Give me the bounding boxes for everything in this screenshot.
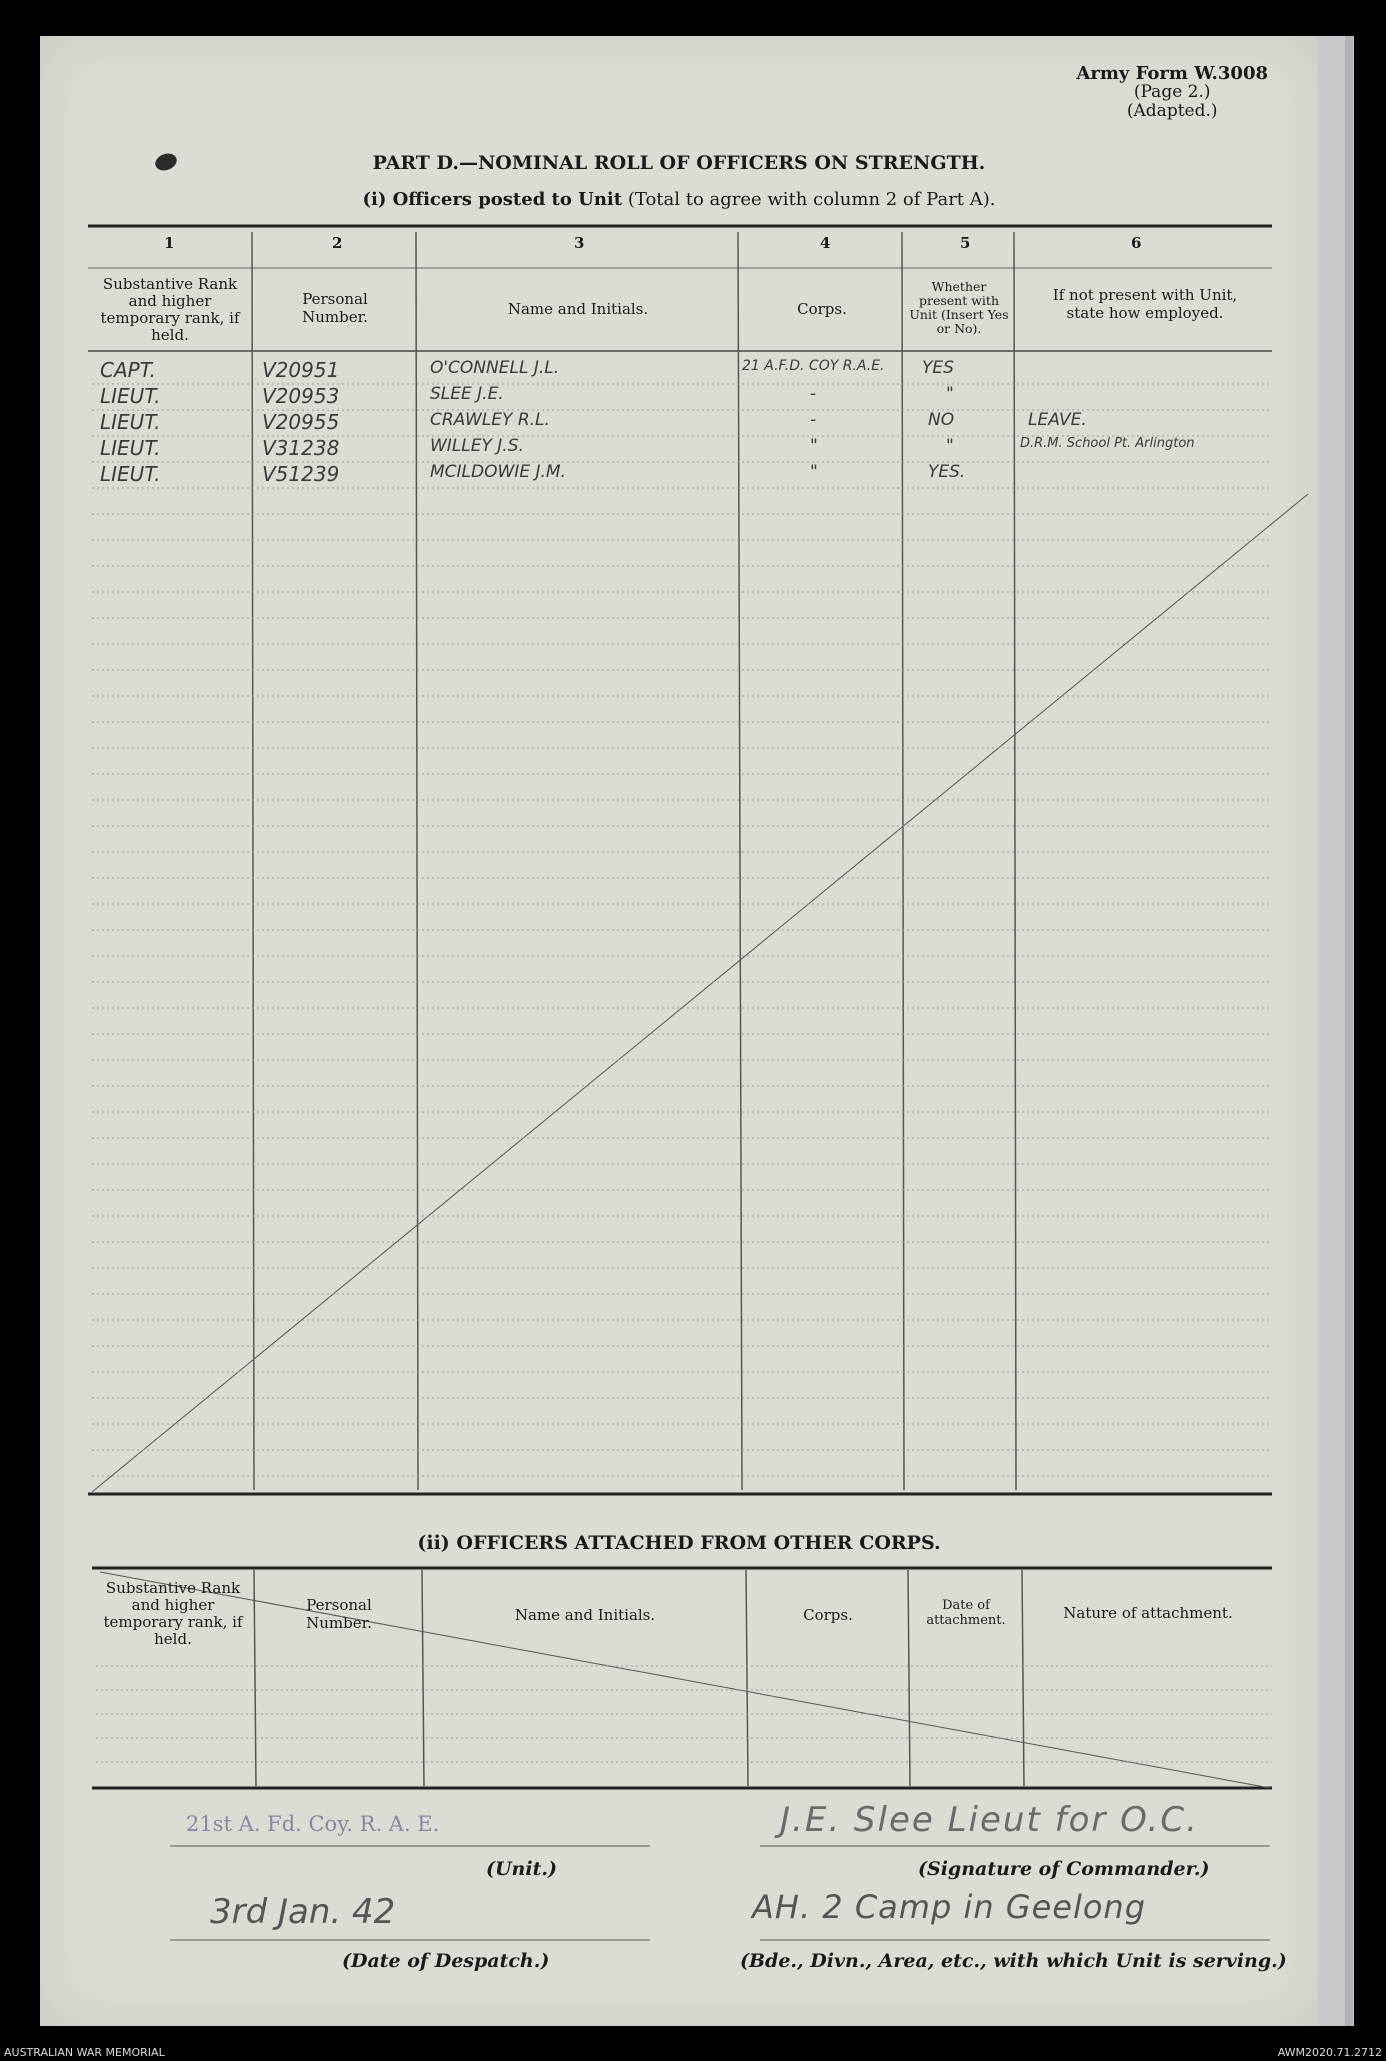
- date-label: (Date of Despatch.): [342, 1950, 550, 1972]
- entry-rank: CAPT.: [100, 358, 156, 382]
- col-number-5: 5: [960, 234, 971, 252]
- entry-present: NO: [928, 410, 955, 430]
- entry-corps: ": [810, 436, 818, 456]
- attached-header-nature: Nature of attachment.: [1063, 1604, 1233, 1622]
- entry-name: SLEE J.E.: [430, 384, 504, 404]
- attached-header-name: Name and Initials.: [514, 1606, 656, 1624]
- entry-number: V20953: [262, 384, 340, 408]
- col-number-4: 4: [820, 234, 831, 252]
- entry-number: V51239: [262, 462, 340, 486]
- col-number-3: 3: [574, 234, 585, 252]
- entry-number: V31238: [262, 436, 340, 460]
- entry-corps: -: [810, 384, 817, 404]
- section-i-title-bold: (i) Officers posted to Unit: [362, 189, 623, 210]
- entry-number: V20955: [262, 410, 340, 434]
- area-handwriting: AH. 2 Camp in Geelong: [752, 1888, 1147, 1926]
- entry-row: [40, 462, 1318, 488]
- entry-name: O'CONNELL J.L.: [430, 358, 560, 378]
- entry-present: ": [946, 384, 954, 404]
- col-number-2: 2: [332, 234, 343, 252]
- entry-name: WILLEY J.S.: [430, 436, 524, 456]
- col-number-6: 6: [1131, 234, 1142, 252]
- entry-row: [40, 384, 1318, 410]
- unit-stamp: 21st A. Fd. Coy. R. A. E.: [186, 1812, 440, 1836]
- entry-present: ": [946, 436, 954, 456]
- credit-right: AWM2020.71.2712: [1277, 2046, 1382, 2059]
- entry-row: [40, 436, 1330, 462]
- column-numbers: [88, 234, 1272, 264]
- header-employed: If not present with Unit, state how employed.: [1052, 286, 1238, 322]
- entry-present: YES.: [928, 462, 966, 482]
- entry-employed: LEAVE.: [1028, 410, 1087, 430]
- entry-row: [40, 358, 1318, 384]
- entry-rank: LIEUT.: [100, 384, 161, 408]
- section-i-title-rest: (Total to agree with column 2 of Part A).: [627, 189, 996, 210]
- entry-name: CRAWLEY R.L.: [430, 410, 550, 430]
- form-number: Army Form W.3008: [1076, 63, 1268, 84]
- form-page: [40, 36, 1318, 2026]
- commander-signature: J.E. Slee Lieut for O.C.: [780, 1800, 1199, 1840]
- header-present: Whether present with Unit (Insert Yes or No).: [909, 279, 1009, 336]
- entry-row: [40, 410, 1318, 436]
- entry-name: MCILDOWIE J.M.: [430, 462, 566, 482]
- part-title: PART D.—NOMINAL ROLL OF OFFICERS ON STRENGTH.: [372, 152, 986, 174]
- attached-header-rank: Substantive Rank and higher temporary rank, if held.: [103, 1579, 243, 1648]
- entry-corps: -: [810, 410, 817, 430]
- despatch-date: 3rd Jan. 42: [210, 1892, 396, 1932]
- entry-number: V20951: [262, 358, 340, 382]
- area-label: (Bde., Divn., Area, etc., with which Unit is serving.): [740, 1950, 1287, 1972]
- form-page-number: (Page 2.): [1133, 82, 1211, 102]
- credit-left: AUSTRALIAN WAR MEMORIAL: [4, 2046, 165, 2059]
- unit-label: (Unit.): [486, 1858, 557, 1880]
- paper-edge-shadow: [1345, 36, 1353, 2026]
- col-number-1: 1: [164, 234, 175, 252]
- entry-corps: 21 A.F.D. COY R.A.E.: [742, 358, 885, 374]
- signature-label: (Signature of Commander.): [918, 1858, 1210, 1880]
- attached-header-date: Date of attachment.: [926, 1598, 1006, 1628]
- header-name: Name and Initials.: [507, 300, 649, 318]
- entry-rank: LIEUT.: [100, 462, 161, 486]
- entry-corps: ": [810, 462, 818, 482]
- entry-employed: D.R.M. School Pt. Arlington: [1020, 436, 1195, 451]
- form-adapted: (Adapted.): [1126, 101, 1218, 121]
- header-personal-number: Personal Number.: [302, 290, 368, 326]
- entry-rank: LIEUT.: [100, 410, 161, 434]
- header-rank: Substantive Rank and higher temporary rank, if held.: [100, 275, 240, 344]
- entry-present: YES: [922, 358, 954, 378]
- entry-rank: LIEUT.: [100, 436, 161, 460]
- section-ii-title: (ii) OFFICERS ATTACHED FROM OTHER CORPS.: [417, 1532, 941, 1554]
- attached-header-corps: Corps.: [803, 1606, 853, 1624]
- header-corps: Corps.: [797, 300, 847, 318]
- attached-header-personal-number: Personal Number.: [306, 1596, 372, 1632]
